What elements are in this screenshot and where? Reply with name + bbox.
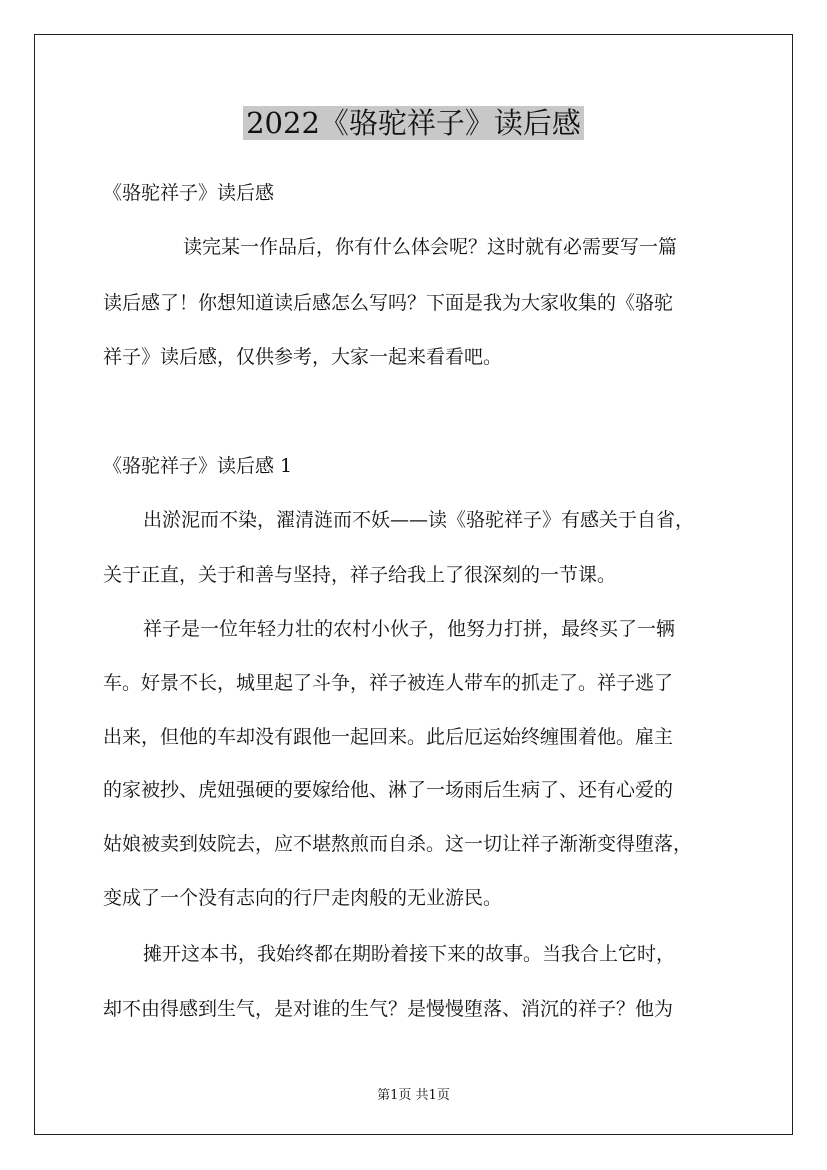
intro-line: 读后感了！你想知道读后感怎么写吗？下面是我为大家收集的《骆驼 xyxy=(103,292,674,314)
paragraph-line: 出淤泥而不染，濯清涟而不妖——读《骆驼祥子》有感关于自省， xyxy=(143,509,695,531)
paragraph-line: 祥子是一位年轻力壮的农村小伙子，他努力打拼，最终买了一辆 xyxy=(143,618,676,640)
document-title-text: 2022《骆驼祥子》读后感 xyxy=(243,106,584,140)
document-title xyxy=(0,103,827,143)
paragraph-line: 姑娘被卖到妓院去，应不堪熬煎而自杀。这一切让祥子渐渐变得堕落， xyxy=(103,833,693,855)
intro-line: 祥子》读后感，仅供参考，大家一起来看看吧。 xyxy=(103,346,503,368)
paragraph-line: 却不由得感到生气，是对谁的生气？是慢慢堕落、消沉的祥子？他为 xyxy=(103,998,674,1020)
page-footer: 第1页 共1页 xyxy=(377,1088,450,1103)
paragraph-line: 摊开这本书，我始终都在期盼着接下来的故事。当我合上它时， xyxy=(143,943,676,965)
section-heading: 《骆驼祥子》读后感 1 xyxy=(103,455,293,477)
paragraph-line: 变成了一个没有志向的行尸走肉般的无业游民。 xyxy=(103,887,503,909)
paragraph-line: 关于正直，关于和善与坚持，祥子给我上了很深刻的一节课。 xyxy=(103,564,617,586)
paragraph-line: 车。好景不长，城里起了斗争，祥子被连人带车的抓走了。祥子逃了 xyxy=(103,672,674,694)
paragraph-line: 的家被抄、虎妞强硬的要嫁给他、淋了一场雨后生病了、还有心爱的 xyxy=(103,779,674,801)
intro-line: 读完某一作品后，你有什么体会呢？这时就有必需要写一篇 xyxy=(183,236,678,258)
paragraph-line: 出来，但他的车却没有跟他一起回来。此后厄运始终缠围着他。雇主 xyxy=(103,726,674,748)
heading: 《骆驼祥子》读后感 xyxy=(103,182,275,204)
